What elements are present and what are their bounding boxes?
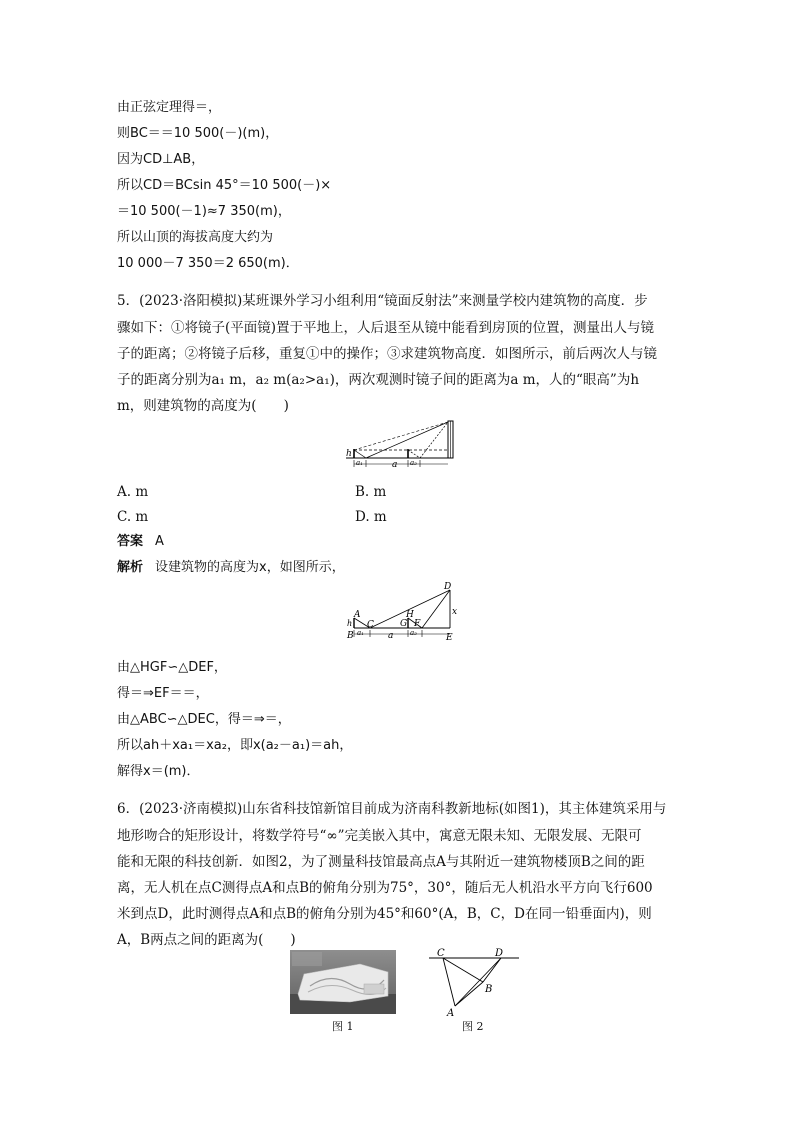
q5-stem-line-3: 子的距离；②将镜子后移，重复①中的操作；③求建筑物高度．如图所示，前后两次人与镜 [117,346,657,362]
q6-stem-line-2: 地形吻合的矩形设计，将数学符号“∞”完美嵌入其中，寓意无限未知、无限发展、无限可 [117,828,642,844]
q5-stem-line-1: 5．(2023·洛阳模拟)某班课外学习小组利用“镜面反射法”来测量学校内建筑物的高度．步 [117,293,648,309]
label-A-6: A [447,1008,455,1018]
label-a2-2: a₂ [410,629,417,637]
solution-step-1: 由△HGF∽△DEF， [117,660,227,675]
label-C: C [367,620,374,630]
analysis-line [117,559,345,577]
solution-step-2: 得＝⇒EF＝＝， [117,686,209,701]
q6-geometry-figure [425,946,525,1018]
solution-step-4: 所以ah＋xa₁＝xa₂，即x(a₂－a₁)＝ah， [117,738,353,753]
derivation-line-2: 则BC＝＝10 500(－)(m)， [117,126,279,141]
label-h: h [346,449,352,459]
q5-analysis-figure [340,580,465,648]
q5-stem-line-5: m，则建筑物的高度为( ) [117,398,289,414]
label-a-2: a [388,631,394,641]
derivation-line-4: 所以CD＝BCsin 45°＝10 500(－)× [117,178,332,193]
q5-mirror-figure [340,418,465,470]
label-C-6: C [437,948,445,959]
derivation-line-5: ＝10 500(－1)≈7 350(m)， [117,204,291,219]
answer-label: 答案 [117,534,144,549]
q5-option-c[interactable]: C. m [117,509,149,525]
derivation-line-6: 所以山顶的海拔高度大约为 [117,230,274,245]
solution-step-3: 由△ABC∽△DEC，得＝⇒＝， [117,712,291,727]
answer-line [117,533,164,551]
label-h2: h [347,619,353,628]
label-D-6: D [495,948,504,959]
label-F: F [414,619,421,629]
figure-1-caption: 图 1 [332,1020,354,1033]
label-A: A [354,610,361,620]
science-museum-photo [290,950,396,1014]
analysis-text: 设建筑物的高度为x，如图所示， [155,560,345,575]
figure-2-caption: 图 2 [462,1020,484,1033]
derivation-line-1: 由正弦定理得＝， [117,100,222,115]
answer-value: A [155,534,164,549]
q6-stem-line-5: 米到点D，此时测得点A和点B的俯角分别为45°和60°(A，B，C，D在同一铅垂面内)，则 [117,906,652,922]
label-a2: a₂ [410,459,417,467]
solution-step-5: 解得x＝(m)． [117,764,200,779]
label-G: G [400,619,408,629]
analysis-label: 解析 [117,560,144,575]
derivation-line-3: 因为CD⊥AB， [117,152,205,167]
q6-stem-line-6: A，B两点之间的距离为( ) [117,932,296,948]
q5-stem-line-2: 骤如下：①将镜子(平面镜)置于平地上，人后退至从镜中能看到房顶的位置，测量出人与镜 [117,320,655,336]
q5-option-b[interactable]: B. m [355,484,387,500]
label-H: H [406,610,414,620]
label-x: x [452,607,458,617]
label-a1: a₁ [356,459,363,467]
q6-stem-line-3: 能和无限的科技创新．如图2，为了测量科技馆最高点A与其附近一建筑物楼顶B之间的距 [117,854,645,870]
label-B-6: B [485,984,493,995]
q5-stem-line-4: 子的距离分别为a₁ m，a₂ m(a₂>a₁)，两次观测时镜子间的距离为a m，人的“眼高”为h [117,372,640,388]
q5-option-a[interactable]: A. m [117,484,149,500]
label-D: D [444,582,452,592]
derivation-line-7: 10 000－7 350＝2 650(m)． [117,256,299,271]
q5-option-d[interactable]: D. m [355,509,387,525]
q6-stem-line-4: 离，无人机在点C测得点A和点B的俯角分别为75°，30°，随后无人机沿水平方向飞行600 [117,880,653,896]
label-a: a [392,460,398,470]
label-a1-2: a₁ [357,629,364,637]
label-B: B [347,631,354,641]
label-E: E [446,633,453,643]
q6-stem-line-1: 6．(2023·济南模拟)山东省科技馆新馆目前成为济南科教新地标(如图1)，其主体建筑采用与 [117,801,667,817]
